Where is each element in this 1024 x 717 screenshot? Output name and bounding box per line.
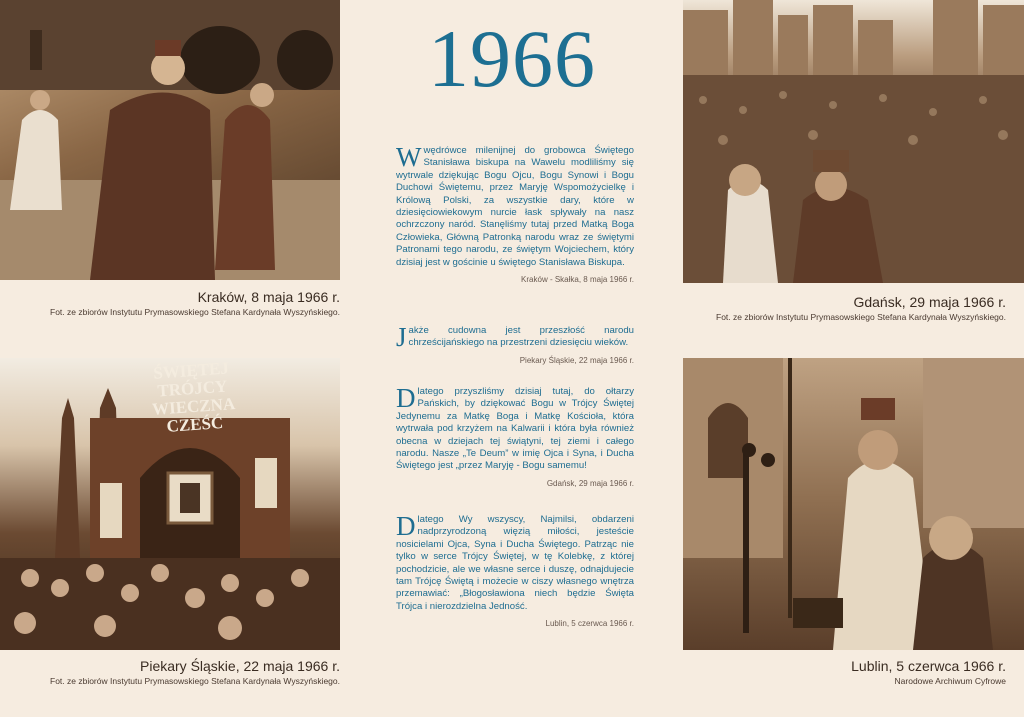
photo-lublin bbox=[683, 358, 1024, 650]
banner-line: TRÓJCY bbox=[156, 376, 228, 401]
drop-cap: W bbox=[396, 142, 422, 172]
banner-line: WIECZNA bbox=[151, 394, 236, 419]
caption-credit: Fot. ze zbiorów Instytutu Prymasowskiego Stefana Kardynała Wyszyńskiego. bbox=[50, 307, 340, 317]
quote-piekary bbox=[396, 322, 634, 365]
quote-text: wędrówce milenijnej do grobowca Świętego Stanisława biskupa na Wawelu modliliśmy się wytrwale dziękując Bogu Ojcu, Bogu Synowi i Bogu Duchowi Świętemu, przez Maryję Wspomożycielkę i Królową Polski, za wszystkie dary, które w dziesięciowiekowym nurcie łask spływały na nasz ochrzczony naród. Stanęliśmy tutaj przed Matką Boga Człowieka, Główną Patronką narodu wraz ze świętymi Patronami tego narodu, ze świętym Wojciechem, który dzisiaj jest w gościnie u świętego Stanisława Biskupa. bbox=[396, 145, 634, 268]
quote-text: latego przyszliśmy dzisiaj tutaj, do ołtarzy Pańskich, by dziękować Bogu w Trójcy Świętej Jedynemu za Matkę Boga i Matkę Kościoła, która wytrwała pod krzyżem na Kalwarii i która była również obecna w dziejach tej świątyni, tej ziemi i całego narodu. Nasze „Te Deum” w imię Ojca i Syna, i Ducha Świętego jest „przez Maryję - Bogu samemu! bbox=[396, 386, 634, 472]
quote-lublin bbox=[396, 511, 634, 629]
caption-gdansk bbox=[683, 294, 1006, 322]
quote-source: Piekary Śląskie, 22 maja 1966 r. bbox=[519, 355, 634, 365]
quote-source: Kraków - Skałka, 8 maja 1966 r. bbox=[521, 275, 634, 285]
quote-text: latego Wy wszyscy, Najmilsi, obdarzeni nadprzyrodzoną więzią miłości, jesteście nosicielami Ojca, Syna i Ducha Świętego. Patrząc nie tylko w serce Trójcy Świętej, w tę Kolebkę, z której pochodzicie, ale we własne serce i duszę, odnajdujecie tam Trójcę Świętą i możecie w ciszy własnego wnętrza przemawiać: „Błogosławiona niech będzie Święta Trójca i nierozdzielna Jedność. bbox=[396, 514, 634, 612]
quote-source: Lublin, 5 czerwca 1966 r. bbox=[545, 619, 634, 629]
caption-place: Piekary Śląskie, 22 maja 1966 r. bbox=[140, 658, 340, 674]
quote-krakow bbox=[396, 142, 634, 285]
page-title: 1966 bbox=[428, 13, 596, 104]
quote-gdansk bbox=[396, 383, 634, 488]
drop-cap: J bbox=[396, 322, 407, 352]
caption-credit: Fot. ze zbiorów Instytutu Prymasowskiego Stefana Kardynała Wyszyńskiego. bbox=[50, 676, 340, 686]
caption-place: Kraków, 8 maja 1966 r. bbox=[197, 289, 340, 305]
caption-credit: Narodowe Archiwum Cyfrowe bbox=[894, 676, 1006, 686]
caption-krakow bbox=[0, 289, 340, 317]
banner-line: CZEŚĆ bbox=[165, 412, 224, 436]
caption-lublin bbox=[683, 658, 1006, 686]
caption-place: Gdańsk, 29 maja 1966 r. bbox=[853, 294, 1006, 310]
church-banner bbox=[126, 358, 261, 438]
photo-gdansk bbox=[683, 0, 1024, 283]
drop-cap: D bbox=[396, 383, 416, 413]
caption-piekary bbox=[0, 658, 340, 686]
photo-piekary bbox=[0, 358, 340, 650]
quote-source: Gdańsk, 29 maja 1966 r. bbox=[546, 478, 634, 488]
caption-place: Lublin, 5 czerwca 1966 r. bbox=[851, 658, 1006, 674]
caption-credit: Fot. ze zbiorów Instytutu Prymasowskiego Stefana Kardynała Wyszyńskiego. bbox=[716, 312, 1006, 322]
drop-cap: D bbox=[396, 511, 416, 541]
banner-line: ŚWIĘTEJ bbox=[152, 358, 230, 383]
quote-text: akże cudowna jest przeszłość narodu chrześcijańskiego na przestrzeni dziesięciu wieków. bbox=[408, 325, 634, 349]
photo-krakow bbox=[0, 0, 340, 280]
